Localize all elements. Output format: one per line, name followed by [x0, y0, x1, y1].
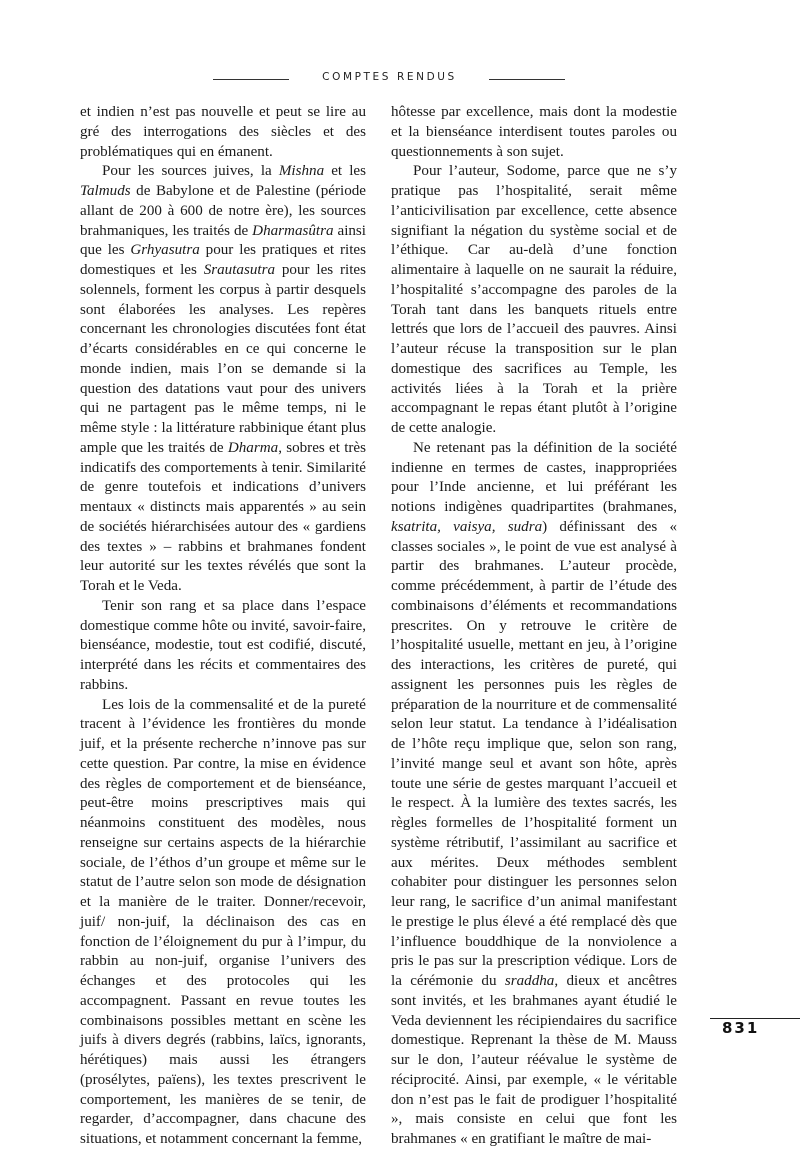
text-run: Ne retenant pas la définition de la société indienne en termes de castes, inappropriées pour l’Inde ancienne, et lui préférant les notions indigènes quadripartites (brahmanes, — [391, 439, 677, 515]
left-column — [80, 103, 366, 1150]
text-run: , dieux et ancêtres sont invités, et les brahmanes ayant étudié le Veda deviennent les récipiendaires du sacrifice domestique. Reprenant la thèse de M. Mauss sur le don, l’auteur réévalue le système de réciprocité. Ainsi, par exemple, « le véritable don n’est pas le fait de prodiguer l’hospitalité », mais consiste en celui que font les brahmanes « en gratifiant le maître de mai- — [391, 973, 677, 1147]
page-number: 831 — [722, 1019, 760, 1037]
right-column — [391, 103, 677, 1150]
italic-term: Mishna — [278, 163, 325, 180]
text-run: hôtesse par excellence, mais dont la modestie et la bienséance interdisent toutes paroles ou questionnements à son sujet. — [391, 104, 677, 160]
text-run: Tenir son rang et sa place dans l’espace domestique comme hôte ou invité, savoir-faire, bienséance, modestie, tout est codifié, discuté, interprété dans les récits et commentaires des rabbins. — [80, 597, 366, 693]
italic-term: Srautasutra — [203, 262, 275, 278]
text-run: ) définissant des « classes sociales », le point de vue est analysé à partir des brahmanes. L’auteur procède, comme précédemment, à partir de l’étude des combinaisons d’éléments et recommandations prescrites. On y retrouve le critère de l’hospitalité usuelle, mettant en jeu, à l’origine des interactions, les critères de pureté, qui assignent les personnes puis les règles de préparation de la nourriture et de commensalité selon leur statut. La tendance à l’idéalisation de l’hôte reçu implique que, selon son rang, l’invité mange seul et avant son hôte, après toute une série de gestes marquant l’accueil et le respect. À la lumière des textes sacrés, les règles formelles de l’hospitalité forment un système rétributif, l’assimilant au sacrifice et aux mérites. Deux méthodes semblent cohabiter pour distinguer les personnes selon leur rang, le sacrifice d’un animal manifestant le prestige le plus élevé a été remplacé dès que l’influence bouddhique de la nonviolence a pris le pas sur la prescription védique. Lors de la cérémonie du — [391, 518, 677, 989]
paragraph — [80, 696, 366, 1150]
running-header — [0, 70, 800, 90]
text-run: Les lois de la commensalité et de la pureté tracent à l’évidence les frontières du monde juif, et la présente recherche n’innove pas sur cette question. Par contre, la mise en évidence des règles de comportement et de bienséance, peut-être moins prescriptives mais qui néanmoins constituent des modèles, nous renseigne sur certains aspects de la hiérarchie sociale, de l’éthos d’un groupe et même sur le statut de l’autre selon son mode de désignation et la manière de le traiter. Donner/recevoir, juif/ non-juif, la déclinaison des cas en fonction de l’éloignement du pur à l’impur, du rabbin au non-juif, organise l’univers des échanges et des protocoles qui les accompagnent. Passant en revue toutes les combinaisons possibles mettant en scène les juifs à divers degrés (rabbins, laïcs, ignorants, hérétiques) mais aussi les étrangers (prosélytes, païens), les textes prescrivent le comportement, les manières de se tenir, de regarder, d’accompagner, dans chacune des situations, et notamment concernant la femme, — [80, 696, 366, 1147]
paragraph — [80, 162, 366, 597]
text-run: Pour l’auteur, Sodome, parce que ne s’y pratique pas l’hospitalité, serait même l’anticivilisation par excellence, cette absence signifiant la négation du système social et de l’éthique. Car au-delà d’une fonction alimentaire à laquelle on ne saurait la réduire, l’hospitalité s’accompagne des paroles de la Torah tant dans les banquets rituels entre lettrés que lors de l’accueil des pauvres. Ainsi l’auteur récuse la transposition sur le plan domestique des sacrifices au Temple, les activités liées à la Torah et la prière accompagnant le repas étant plutôt à l’origine de cette analogie. — [391, 163, 677, 436]
text-run: et les — [324, 163, 366, 180]
paragraph — [80, 597, 366, 696]
italic-term: Dharmasûtra — [252, 222, 334, 239]
paragraph — [80, 103, 366, 162]
italic-term: ksatrita, vaisya, sudra — [391, 518, 543, 535]
italic-term: Talmuds — [80, 183, 131, 199]
text-run: ainsi que les — [80, 222, 366, 259]
text-run: et indien n’est pas nouvelle et peut se lire au gré des interrogations des siècles et des problématiques qui en émanent. — [80, 104, 366, 160]
text-run: de Babylone et de Palestine (période allant de 200 à 600 de notre ère), les sources brahmaniques, les traités de — [80, 183, 366, 239]
text-run: Pour les sources juives, la — [102, 163, 279, 180]
text-run: pour les pratiques et rites domestiques et les — [80, 242, 366, 278]
header-rule-right — [489, 79, 565, 80]
text-run: , sobres et très indicatifs des comportements à tenir. Similarité de genre toutefois et indications d’univers mentaux « distincts mais apparentés » au sein de sociétés hiérarchisées autour des « gardiens des textes » – rabbins et brahmanes fondent leur autorité sur les textes révélés que sont la Torah et le Veda. — [80, 439, 366, 594]
paragraph — [391, 162, 677, 439]
section-title: COMPTES RENDUS — [322, 71, 457, 83]
italic-term: Dharma — [227, 439, 279, 456]
paragraph — [391, 439, 677, 1150]
paragraph — [391, 103, 677, 162]
italic-term: sraddha — [504, 973, 555, 989]
italic-term: Grhyasutra — [130, 242, 200, 259]
text-run: pour les rites solennels, forment les corpus à partir desquels sont élaborées les analyses. Les repères concernant les chronologies discutées font état d’écarts considérables en ce qui concerne le monde indien, mais l’on se demande si la question des datations vaut pour des univers qui ne partagent pas le même temps, ni le même style : la littérature rabbinique étant plus ample que les traités de — [80, 262, 366, 456]
header-rule-left — [213, 79, 289, 80]
